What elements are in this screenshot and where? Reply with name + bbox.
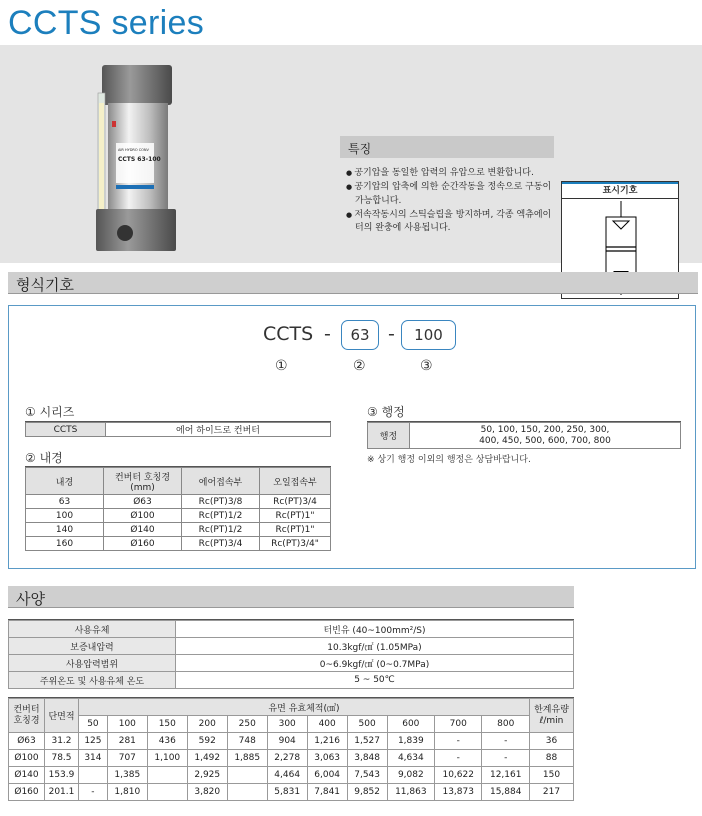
spec-label: 사용압력범위 [9, 655, 176, 672]
dash: - [388, 323, 395, 345]
cell: 4,634 [387, 750, 434, 767]
spec-value: 터빈유 (40~100mm²/S) [176, 621, 574, 638]
converter-product-image [90, 63, 180, 253]
features-list [346, 167, 556, 236]
page-title: CCTS series [8, 4, 204, 42]
table-row [9, 638, 574, 655]
svg-text:CCTS 63-100: CCTS 63-100 [118, 156, 161, 163]
cell: 9,852 [347, 784, 387, 801]
marker-3: ③ [420, 358, 433, 374]
stroke-col-header: 600 [387, 716, 434, 733]
col-header: 내경 [26, 468, 104, 495]
cell: 314 [79, 750, 108, 767]
cell: 63 [26, 495, 104, 509]
col-header-bore: 컨버터 호칭경 [9, 699, 45, 733]
cell: 1,100 [147, 750, 187, 767]
spec-section-header: 사양 [8, 586, 574, 608]
cell: 3,820 [187, 784, 227, 801]
cell: 748 [227, 733, 267, 750]
hero-panel [0, 45, 702, 263]
cell: 3,063 [307, 750, 347, 767]
spec-value: 5 ~ 50℃ [176, 672, 574, 689]
stroke-col-header: 100 [107, 716, 147, 733]
cell: Rc(PT)1/2 [182, 523, 260, 537]
cell: Ø160 [9, 784, 45, 801]
cell: - [79, 784, 108, 801]
stroke-values-line: 50, 100, 150, 200, 250, 300, [480, 424, 610, 435]
cell: Ø160 [104, 537, 182, 551]
stroke-col-header: 500 [347, 716, 387, 733]
feature-item: ● 저속작동시의 스틱슬립을 방지하며, 각종 엑츄에이터의 완충에 사용됩니다. [346, 209, 556, 236]
cell: 15,884 [482, 784, 530, 801]
series-desc-cell: 에어 하이드로 컨버터 [106, 423, 331, 437]
cell: 1,385 [107, 767, 147, 784]
table-row [26, 537, 331, 551]
cell: - [435, 750, 482, 767]
stroke-heading: ③ 행정 [367, 405, 405, 419]
cell: 217 [530, 784, 574, 801]
cell: 1,839 [387, 733, 434, 750]
cell: Rc(PT)3/4" [260, 537, 331, 551]
series-table [25, 422, 331, 437]
table-row [9, 655, 574, 672]
spec-value: 0~6.9kgf/㎠ (0~0.7MPa) [176, 655, 574, 672]
cell: - [482, 733, 530, 750]
table-row [9, 784, 574, 801]
feature-item: ● 공기압의 압축에 의한 순간작동을 정속으로 구동이 가능합니다. [346, 181, 556, 208]
cell: 160 [26, 537, 104, 551]
cell: Ø63 [104, 495, 182, 509]
bore-table [25, 467, 331, 551]
cell: 9,082 [387, 767, 434, 784]
dash: - [324, 323, 331, 345]
marker-1: ① [275, 358, 288, 374]
cell: 6,004 [307, 767, 347, 784]
cell: 436 [147, 733, 187, 750]
cell: 201.1 [45, 784, 79, 801]
cell [147, 767, 187, 784]
table-row [26, 509, 331, 523]
cell: 904 [267, 733, 307, 750]
stroke-col-header: 800 [482, 716, 530, 733]
cell: 707 [107, 750, 147, 767]
model-code-panel [8, 305, 696, 569]
cell: Ø100 [9, 750, 45, 767]
table-row [26, 495, 331, 509]
cell: 2,925 [187, 767, 227, 784]
cell: Ø100 [104, 509, 182, 523]
cell: - [482, 750, 530, 767]
cell: 31.2 [45, 733, 79, 750]
cell: 140 [26, 523, 104, 537]
cell: Rc(PT)1" [260, 523, 331, 537]
cell: 1,216 [307, 733, 347, 750]
cell: 125 [79, 733, 108, 750]
table-row [9, 672, 574, 689]
features-heading: 특징 [340, 136, 554, 158]
cell: 7,841 [307, 784, 347, 801]
cell: 88 [530, 750, 574, 767]
cell: 1,885 [227, 750, 267, 767]
col-header: 컨버터 호칭경 (mm) [104, 468, 182, 495]
cell: 2,278 [267, 750, 307, 767]
cell: 150 [530, 767, 574, 784]
volume-table [8, 698, 574, 801]
cell [79, 767, 108, 784]
cell: 13,873 [435, 784, 482, 801]
cell: 281 [107, 733, 147, 750]
stroke-col-header: 700 [435, 716, 482, 733]
stroke-table [367, 422, 681, 449]
spec-label: 사용유체 [9, 621, 176, 638]
table-row [9, 767, 574, 784]
cell: Rc(PT)3/4 [182, 537, 260, 551]
cell: 153.9 [45, 767, 79, 784]
cell: 100 [26, 509, 104, 523]
series-code-cell: CCTS [26, 423, 106, 437]
bore-code-box: 63 [341, 320, 379, 350]
cell: 7,543 [347, 767, 387, 784]
cell: Rc(PT)3/4 [260, 495, 331, 509]
cell: Ø140 [9, 767, 45, 784]
stroke-code-box: 100 [401, 320, 456, 350]
spec-label: 주위온도 및 사용유체 온도 [9, 672, 176, 689]
spec-label: 보증내압력 [9, 638, 176, 655]
series-heading: ① 시리즈 [25, 405, 75, 419]
stroke-col-header: 400 [307, 716, 347, 733]
stroke-col-header: 250 [227, 716, 267, 733]
bore-heading: ② 내경 [25, 451, 63, 465]
stroke-values-line: 400, 450, 500, 600, 700, 800 [479, 435, 611, 446]
feature-item: ● 공기압을 동일한 압력의 유압으로 변환합니다. [346, 167, 556, 181]
model-series-code: CCTS [263, 323, 314, 345]
table-row [9, 733, 574, 750]
stroke-col-header: 150 [147, 716, 187, 733]
stroke-note: ※ 상기 행정 이외의 행정은 상담바랍니다. [367, 455, 531, 465]
stroke-col-header: 50 [79, 716, 108, 733]
spec-table [8, 620, 574, 689]
cell: 12,161 [482, 767, 530, 784]
stroke-label-cell: 행정 [368, 423, 410, 449]
table-row [9, 621, 574, 638]
cell [227, 767, 267, 784]
cell: Ø140 [104, 523, 182, 537]
cell: 1,492 [187, 750, 227, 767]
col-header-area: 단면적 [45, 699, 79, 733]
stroke-col-header: 200 [187, 716, 227, 733]
cell: 1,527 [347, 733, 387, 750]
cell: 4,464 [267, 767, 307, 784]
col-header: 에어접속부 [182, 468, 260, 495]
symbol-heading: 표시기호 [562, 182, 678, 199]
cell: 11,863 [387, 784, 434, 801]
cell [147, 784, 187, 801]
svg-text:AIR HYDRO CONV: AIR HYDRO CONV [118, 148, 149, 152]
cell: - [435, 733, 482, 750]
model-code-section-header: 형식기호 [8, 272, 698, 294]
col-header-limit: 한계유량 ℓ/min [530, 699, 574, 733]
table-row [9, 750, 574, 767]
cell: 5,831 [267, 784, 307, 801]
marker-2: ② [353, 358, 366, 374]
stroke-values-cell [410, 423, 681, 449]
cell: 10,622 [435, 767, 482, 784]
table-row [26, 523, 331, 537]
cell: 3,848 [347, 750, 387, 767]
cell [227, 784, 267, 801]
cell: Rc(PT)3/8 [182, 495, 260, 509]
cell: Rc(PT)1" [260, 509, 331, 523]
col-header-volume: 유면 유효체적(㎤) [79, 699, 530, 716]
cell: 1,810 [107, 784, 147, 801]
cell: 592 [187, 733, 227, 750]
cell: Ø63 [9, 733, 45, 750]
cell: 78.5 [45, 750, 79, 767]
spec-value: 10.3kgf/㎠ (1.05MPa) [176, 638, 574, 655]
stroke-col-header: 300 [267, 716, 307, 733]
cell: Rc(PT)1/2 [182, 509, 260, 523]
col-header: 오일접속부 [260, 468, 331, 495]
cell: 36 [530, 733, 574, 750]
